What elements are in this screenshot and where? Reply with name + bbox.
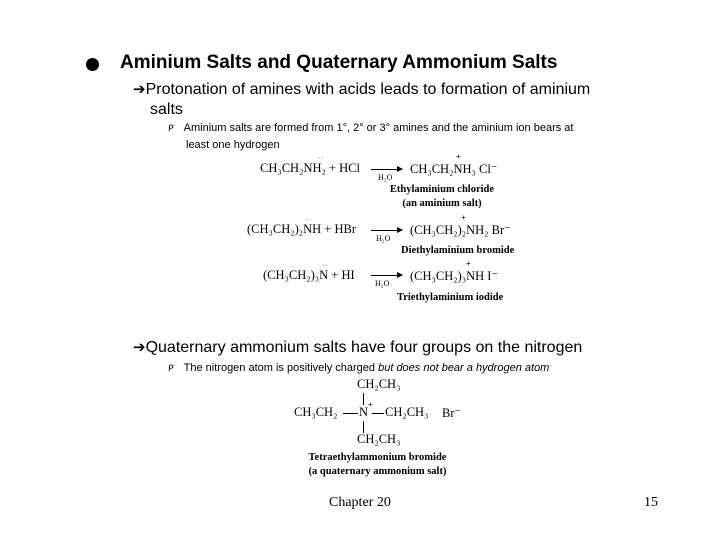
plus-charge: +: [461, 213, 466, 222]
quat-left-group: CH₃CH₂: [294, 405, 338, 419]
reaction-2-name: Diethylaminium bromide: [401, 245, 515, 256]
lone-pair: ··: [306, 216, 313, 223]
bond-line: [363, 393, 364, 405]
reaction-3-name: Triethylaminium iodide: [397, 292, 504, 303]
reaction-3-reactant: (CH₃CH₂)₃N + HI: [263, 268, 355, 282]
page-number: 15: [644, 495, 658, 510]
quat-nitrogen: N: [359, 405, 369, 419]
footer-chapter: Chapter 20: [329, 495, 391, 510]
quat-bottom-group: CH₂CH₃: [357, 432, 401, 446]
section1-heading: ➔Protonation of amines with acids leads to formation of aminium salts: [133, 81, 591, 118]
bullet-dot: [86, 58, 99, 71]
plus-charge: +: [466, 259, 471, 268]
plus-charge: +: [368, 400, 373, 409]
quat-right-group: CH₂CH₃: [385, 405, 429, 419]
section2-heading: ➔Quaternary ammonium salts have four groups on the nitrogen: [133, 339, 583, 356]
quat-top-group: CH₂CH₃: [357, 377, 401, 391]
lone-pair: ··: [318, 155, 325, 162]
arrow-right-icon: ➔: [133, 81, 146, 98]
section2-note: ᑭ The nitrogen atom is positively charged but does not bear a hydrogen atom: [168, 362, 550, 374]
plus-charge: +: [456, 152, 461, 161]
section1-note: ᑭ Aminium salts are formed from 1°, 2° or 3° amines and the aminium ion bears at least one hydrogen: [168, 122, 574, 151]
reaction-1-reactant: CH₃CH₂NH₂ + HCl: [260, 161, 360, 175]
reaction-1-solvent: H₂O: [378, 173, 393, 182]
reaction-1-subname: (an aminium salt): [402, 198, 482, 209]
lone-pair: ··: [322, 262, 329, 269]
slide-title: Aminium Salts and Quaternary Ammonium Salts: [120, 52, 558, 73]
bond-line: [372, 413, 384, 414]
reaction-1-product: CH₃CH₂NH₃ Cl⁻: [410, 162, 498, 176]
sub-bullet-icon: ᑭ: [168, 364, 174, 374]
reaction-2-product: (CH₃CH₂)₂NH₂ Br⁻: [410, 223, 511, 237]
reaction-arrow: [371, 230, 402, 231]
reaction-2-solvent: H₂O: [376, 234, 391, 243]
arrow-right-icon: ➔: [133, 339, 146, 356]
reaction-arrow: [371, 169, 402, 170]
reaction-2-reactant: (CH₃CH₂)₂NH + HBr: [247, 222, 357, 236]
quat-anion: Br⁻: [442, 406, 462, 420]
reaction-3-product: (CH₃CH₂)₃NH I⁻: [410, 269, 499, 283]
reaction-arrow: [371, 275, 402, 276]
quat-subname: (a quaternary ammonium salt): [308, 466, 447, 477]
quat-name: Tetraethylammonium bromide: [308, 452, 447, 463]
reaction-1-name: Ethylaminium chloride: [389, 184, 495, 195]
sub-bullet-icon: ᑭ: [168, 124, 174, 134]
reaction-3-solvent: H₂O: [375, 279, 390, 288]
bond-line: [343, 413, 358, 414]
